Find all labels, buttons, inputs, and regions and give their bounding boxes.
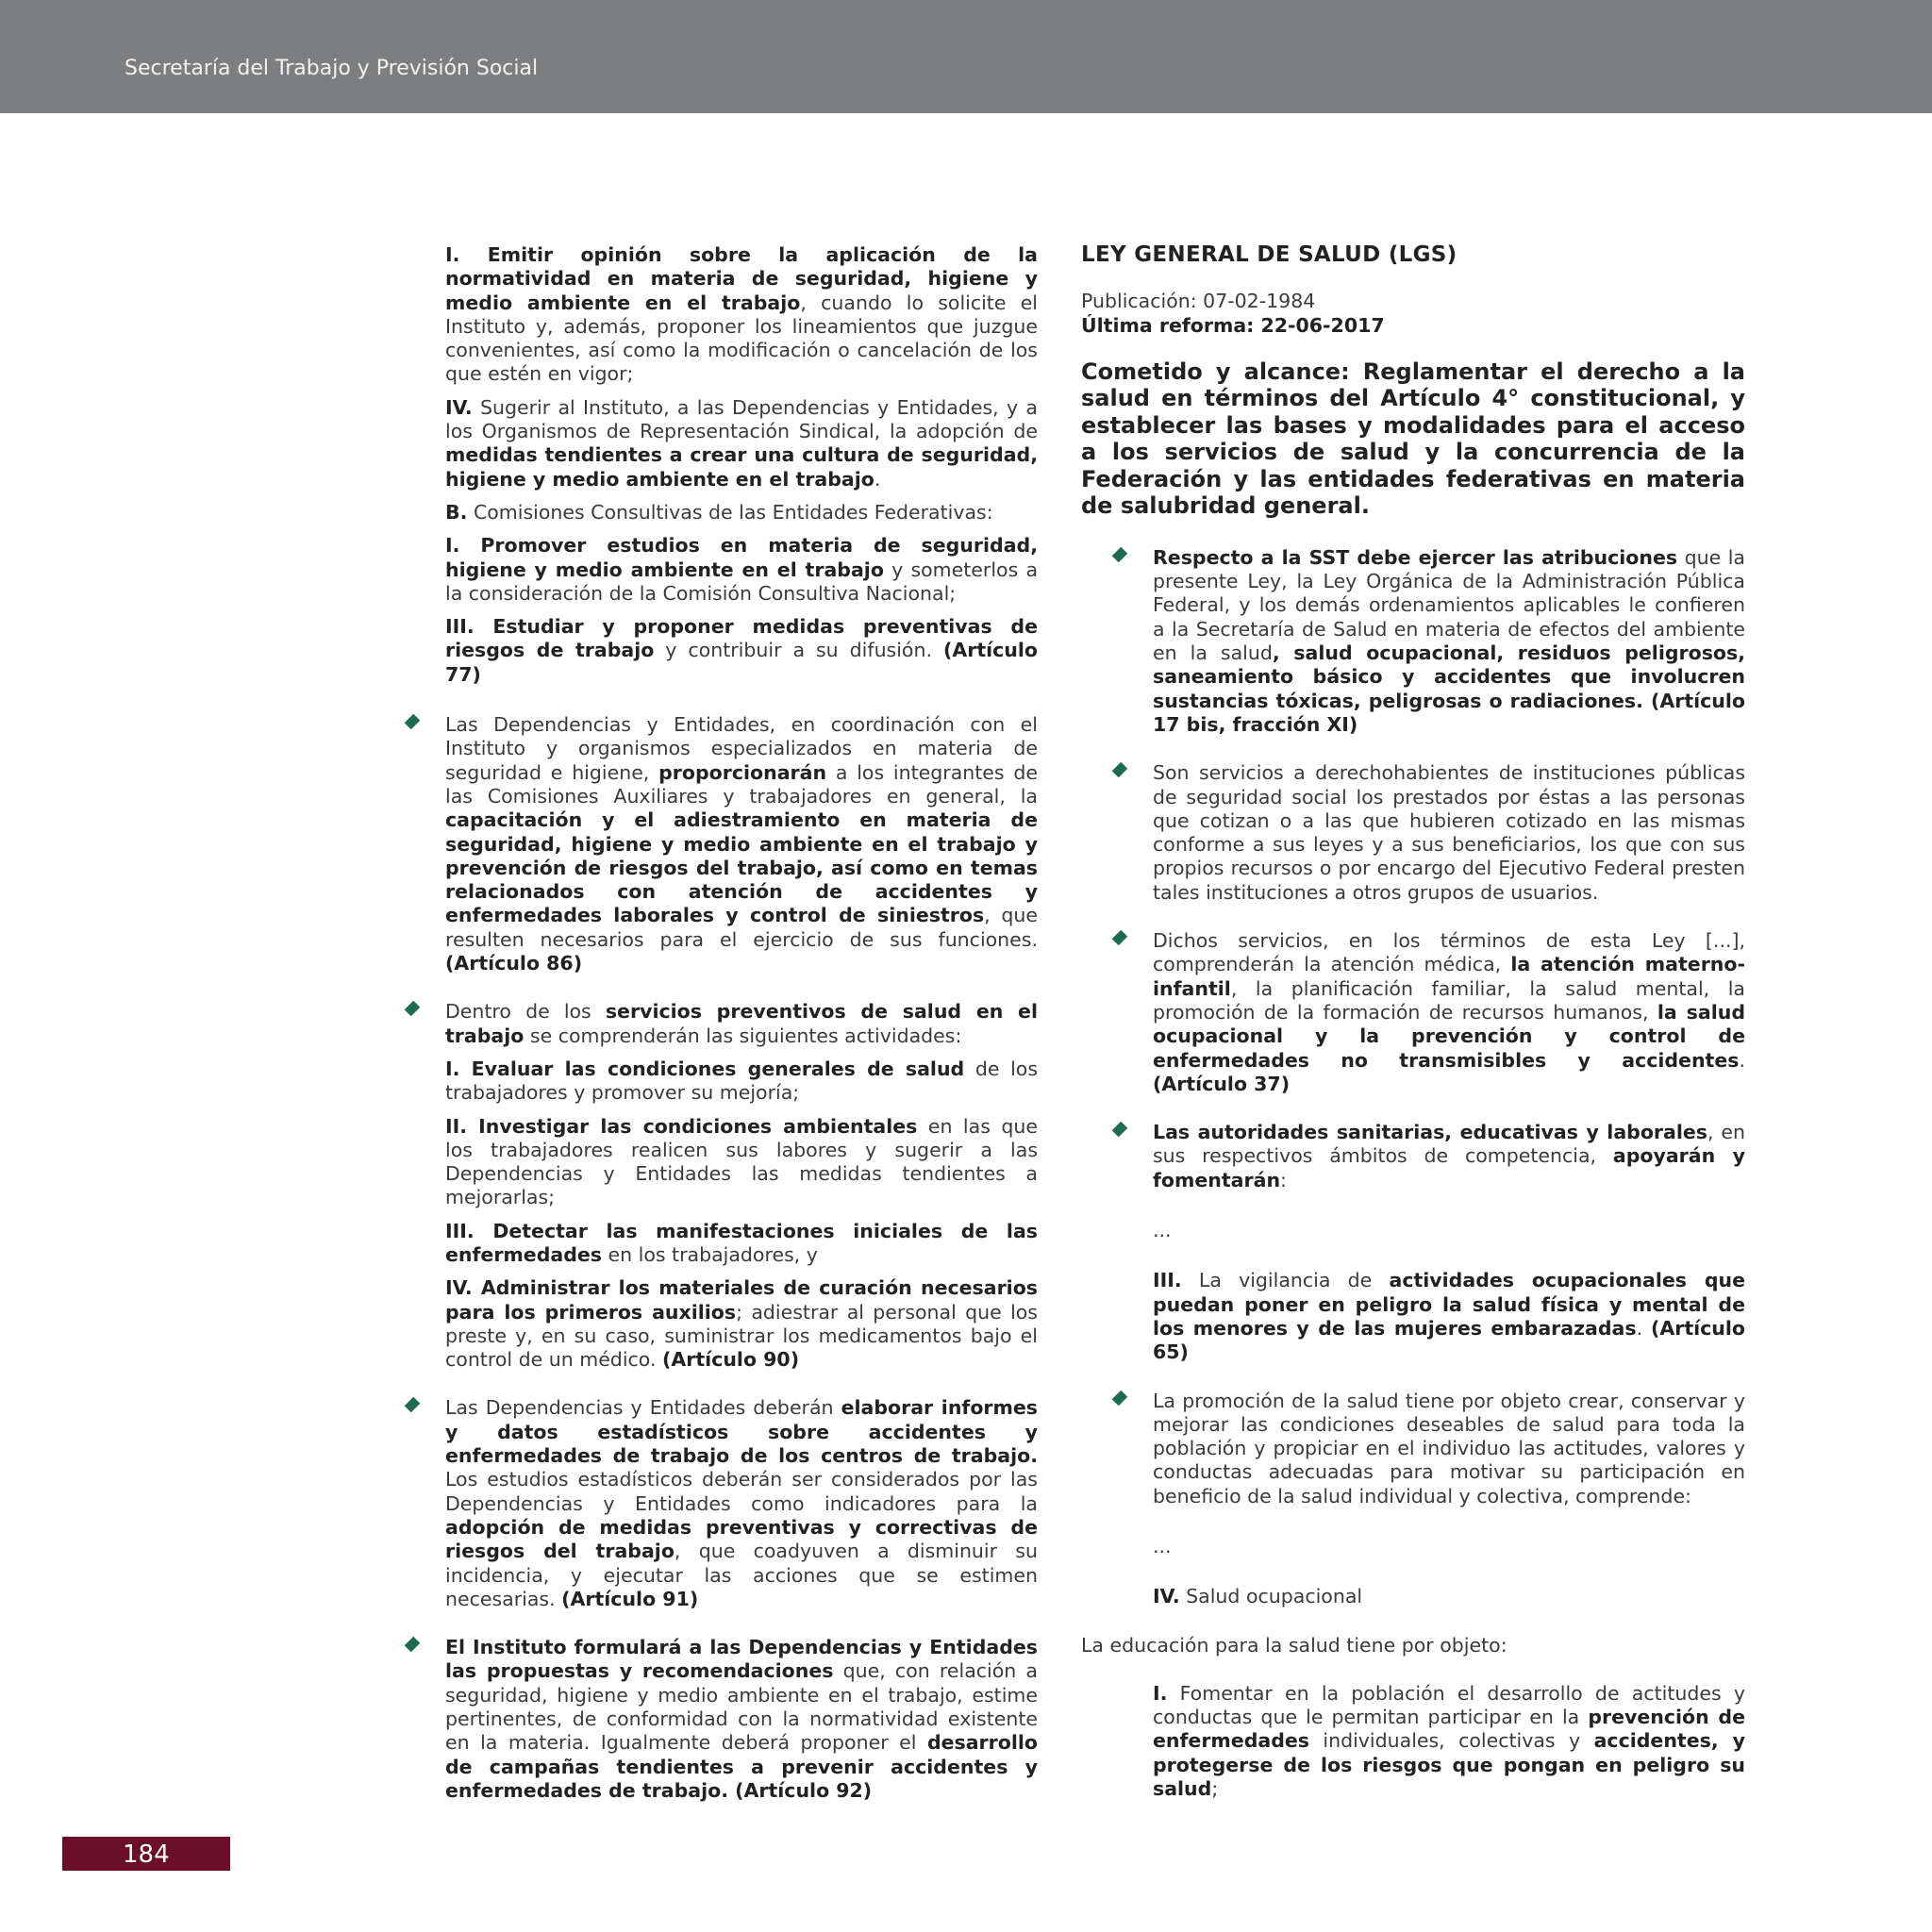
bullet-diamond-icon bbox=[1112, 762, 1128, 778]
list-item: III. Detectar las manifestaciones iniciales de las enfermedades en los trabajadores, y bbox=[445, 1219, 1038, 1266]
ellipsis: ... bbox=[1153, 1219, 1172, 1242]
last-reform-date: Última reforma: 22-06-2017 bbox=[1081, 313, 1385, 337]
bullet-article-92: El Instituto formulará a las Dependencias y Entidades las propuestas y recomendaciones que, con relación a seguridad, higiene y medio ambiente en el trabajo, estime pertinentes, de conformidad con la normatividad existente en la materia. Igualmente deberá proponer el desarrollo de campañas tendientes a prevenir accidentes y enfermedades de trabajo. (Artículo 92) bbox=[445, 1636, 1038, 1803]
page-header bbox=[0, 0, 1932, 113]
right-column bbox=[1081, 243, 1745, 1801]
educacion-intro: La educación para la salud tiene por objeto: bbox=[1081, 1633, 1507, 1657]
left-column bbox=[445, 243, 1038, 1803]
bullet-diamond-icon bbox=[1112, 1390, 1128, 1406]
ellipsis: ... bbox=[1153, 1534, 1172, 1557]
list-item: IV. Salud ocupacional bbox=[1153, 1585, 1363, 1608]
bullet-diamond-icon bbox=[405, 1397, 421, 1413]
list-item: I. Evaluar las condiciones generales de salud de los trabajadores y promover su mejoría; bbox=[445, 1057, 1038, 1105]
bullet-article-91: Las Dependencias y Entidades deberán elaborar informes y datos estadísticos sobre accidentes y enfermedades de trabajo de los centros de trabajo. Los estudios estadísticos deberán ser considerados por las Dependencias y Entidades como indicadores para la adopción de medidas preventivas y correctivas de riesgos del trabajo, que coadyuven a disminuir su incidencia, y ejecutar las acciones que se estimen necesarias. (Artículo 91) bbox=[445, 1396, 1038, 1611]
bullet-diamond-icon bbox=[1112, 547, 1128, 563]
paragraph-b-i: I. Promover estudios en materia de seguridad, higiene y medio ambiente en el trabajo y someterlos a la consideración de la Comisión Consultiva Nacional; bbox=[445, 534, 1039, 605]
bullet-diamond-icon bbox=[405, 1637, 421, 1653]
paragraph-b-iii: III. Estudiar y proponer medidas preventivas de riesgos de trabajo y contribuir a su difusión. (Artículo 77) bbox=[445, 615, 1038, 686]
list-item: IV. Administrar los materiales de curación necesarios para los primeros auxilios; adiestrar al personal que los preste y, en su caso, suministrar los medicamentos bajo el control de un médico. (Artículo 90) bbox=[445, 1276, 1038, 1372]
paragraph-i: I. Emitir opinión sobre la aplicación de la normatividad en materia de seguridad, higiene y medio ambiente en el trabajo, cuando lo solicite el Instituto y, además, proponer los lineamientos que juzgue convenientes, así como la modificación o cancelación de los que estén en vigor; bbox=[445, 243, 1038, 386]
bullet-article-90: Dentro de los servicios preventivos de salud en el trabajo se comprenderán las siguientes actividades: bbox=[445, 1000, 1038, 1048]
paragraph-b: B. Comisiones Consultivas de las Entidades Federativas: bbox=[445, 500, 993, 524]
bullet-diamond-icon bbox=[1112, 1122, 1128, 1138]
page-number: 184 bbox=[123, 1840, 170, 1869]
bullet-article-86: Las Dependencias y Entidades, en coordinación con el Instituto y organismos especializados en materia de seguridad e higiene, proporcionarán a los integrantes de las Comisiones Auxiliares y trabajadores en general, la capacitación y el adiestramiento en materia de seguridad, higiene y medio ambiente en el trabajo y prevención de riesgos del trabajo, así como en temas relacionados con atención de accidentes y enfermedades laborales y control de siniestros, que resulten necesarios para el ejercicio de sus funciones. (Artículo 86) bbox=[445, 713, 1038, 975]
bullet-diamond-icon bbox=[1112, 930, 1128, 946]
header-title: Secretaría del Trabajo y Previsión Social bbox=[125, 57, 539, 80]
law-scope: Cometido y alcance: Reglamentar el derecho a la salud en términos del Artículo 4° constitucional, y establecer las bases y modalidades para el acceso a los servicios de salud y la concurrencia de la Federación y las entidades federativas en materia de salubridad general. bbox=[1081, 358, 1745, 520]
bullet-diamond-icon bbox=[405, 714, 421, 730]
paragraph-iv: IV. Sugerir al Instituto, a las Dependencias y Entidades, y a los Organismos de Representación Sindical, la adopción de medidas tendientes a crear una cultura de seguridad, higiene y medio ambiente en el trabajo. bbox=[445, 395, 1038, 491]
bullet-promocion-salud: La promoción de la salud tiene por objeto crear, conservar y mejorar las condiciones deseables de salud para toda la población y propiciar en el individuo las actitudes, valores y conductas adecuadas para motivar su participación en beneficio de la salud individual y colectiva, comprende: bbox=[1153, 1390, 1745, 1508]
list-item: II. Investigar las condiciones ambientales en las que los trabajadores realicen sus labores y sugerir a las Dependencias y Entidades las medidas tendientes a mejorarlas; bbox=[445, 1114, 1038, 1209]
bullet-servicios: Son servicios a derechohabientes de instituciones públicas de seguridad social los prestados por éstas a las personas que cotizan o a las que hubieren cotizado en las mismas conforme a sus leyes y a sus beneficiarios, los que con sus propios recursos o por encargo del Ejecutivo Federal presten tales instituciones a otros grupos de usuarios. bbox=[1153, 761, 1745, 905]
list-item: I. Fomentar en la población el desarrollo de actitudes y conductas que le permitan participar en la prevención de enfermedades individuales, colectivas y accidentes, y protegerse de los riesgos que pongan en peligro su salud; bbox=[1153, 1681, 1746, 1801]
publication-date: Publicación: 07-02-1984 bbox=[1081, 290, 1316, 313]
bullet-article-37: Dichos servicios, en los términos de esta Ley [...], comprenderán la atención médica, la atención materno-infantil, la planificación familiar, la salud mental, la promoción de la formación de recursos humanos, la salud ocupacional y la prevención y control de enfermedades no transmisibles y accidentes. (Artículo 37) bbox=[1153, 929, 1745, 1096]
bullet-article-17-bis: Respecto a la SST debe ejercer las atribuciones que la presente Ley, la Ley Orgánica de la Administración Pública Federal, y los demás ordenamientos aplicables le confieren a la Secretaría de Salud en materia de efectos del ambiente en la salud, salud ocupacional, residuos peligrosos, saneamiento básico y accidentes que involucren sustancias tóxicas, peligrosas o radiaciones. (Artículo 17 bis, fracción XI) bbox=[1153, 546, 1745, 737]
law-title: LEY GENERAL DE SALUD (LGS) bbox=[1081, 242, 1457, 267]
bullet-article-65: Las autoridades sanitarias, educativas y laborales, en sus respectivos ámbitos de competencia, apoyarán y fomentarán: bbox=[1153, 1121, 1745, 1192]
list-item: III. La vigilancia de actividades ocupacionales que puedan poner en peligro la salud física y mental de los menores y de las mujeres embarazadas. (Artículo 65) bbox=[1153, 1269, 1745, 1364]
bullet-diamond-icon bbox=[405, 1001, 421, 1017]
